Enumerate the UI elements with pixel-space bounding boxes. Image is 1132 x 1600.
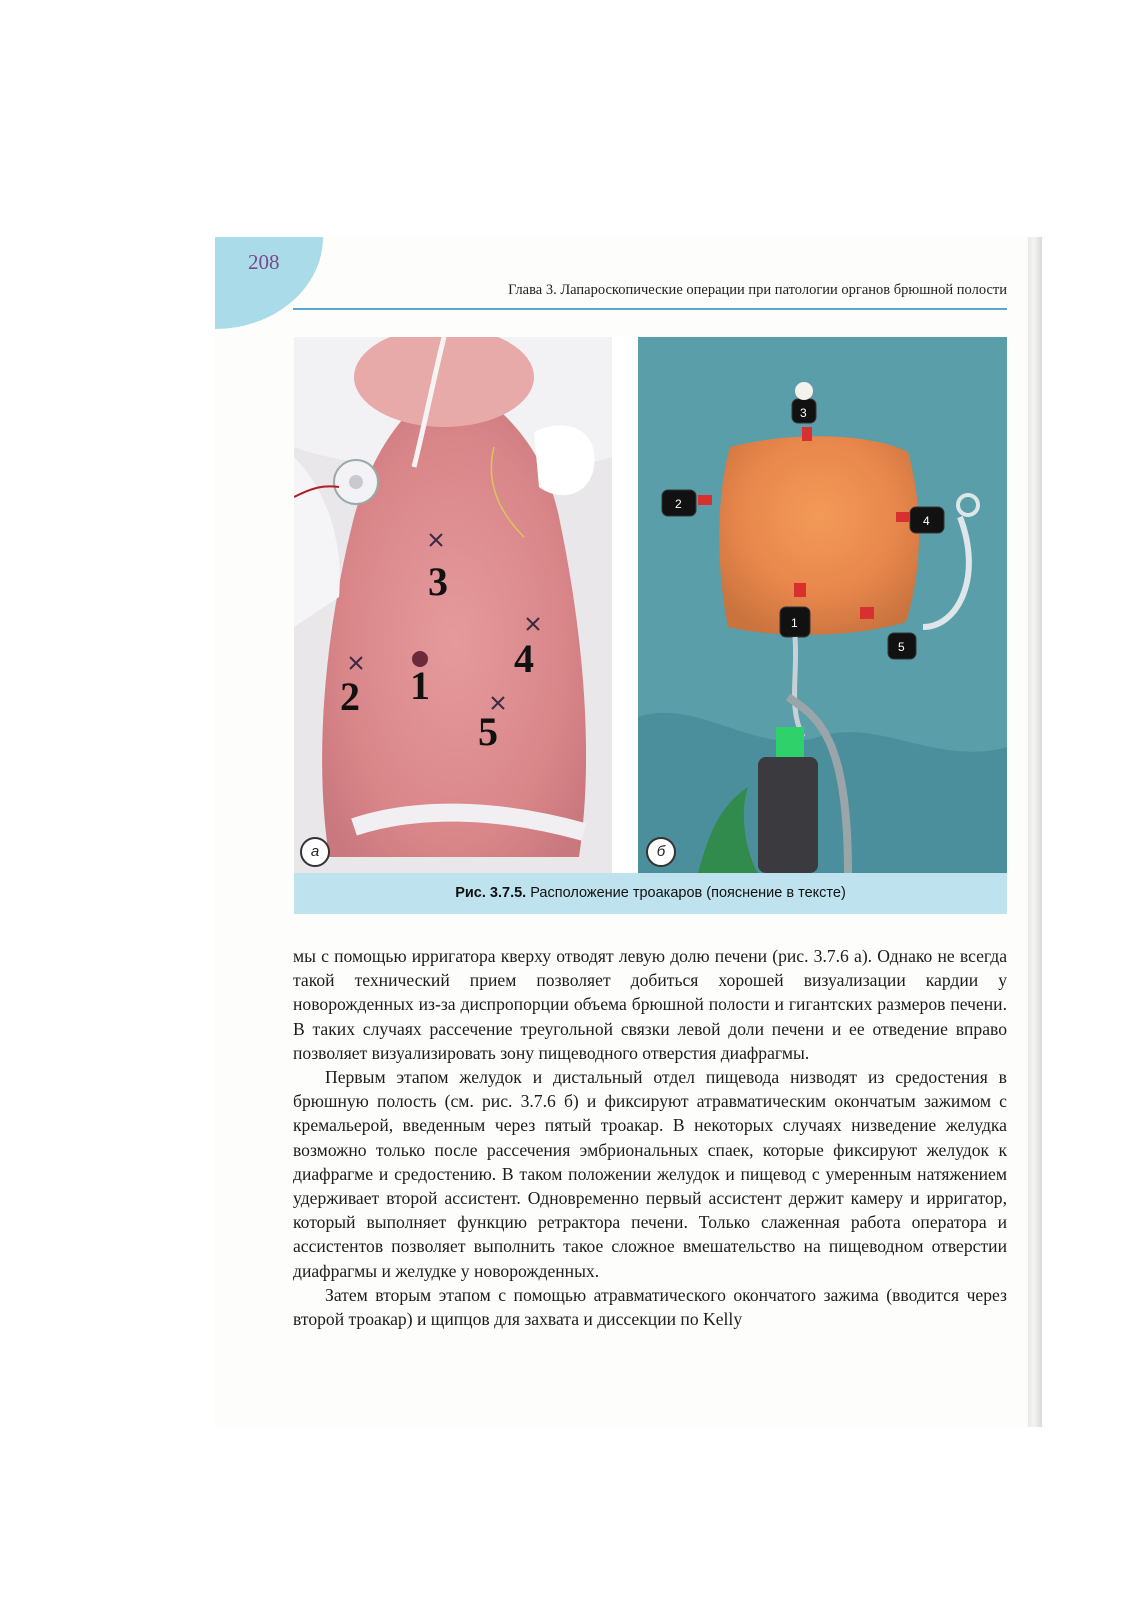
caption-label: Рис. 3.7.5. xyxy=(455,885,527,901)
page-edge xyxy=(1028,237,1042,1427)
panel-label-b: б xyxy=(646,837,676,867)
body-text xyxy=(293,944,1007,1331)
marker-4: 4 xyxy=(514,636,534,681)
page-number: 208 xyxy=(248,250,280,274)
port-5: 5 xyxy=(898,640,905,654)
panel-label-a: а xyxy=(300,837,330,867)
paragraph-1: мы с помощью ирригатора кверху отводят левую долю печени (рис. 3.7.6 а). Однако не всегда такой технический прием позволяет добиться хорошей визуализации кардии у новорожденных из-за диспропорции объема брюшной полости и гигантских размеров печени. В таких случаях рассечение треугольной связки левой доли печени и ее отведение вправо позволяет визуализировать зону пищеводного отверстия диафрагмы. xyxy=(293,946,1007,1063)
port-3: 3 xyxy=(800,406,807,420)
header-rule xyxy=(293,308,1007,310)
photo-trocar-model xyxy=(638,337,1007,873)
figure xyxy=(294,337,1007,914)
paragraph-2: Первым этапом желудок и дистальный отдел пищевода низводят из средостения в брюшную полость (см. рис. 3.7.6 б) и фиксируют атравматическим окончатым зажимом с кремальерой, введенным через пятый троакар. В некоторых случаях низведение желудка возможно только после рассечения эмбриональных спаек, которые фиксируют желудок к диафрагме и средостению. В таком положении желудок и пищевод с умеренным натяжением удерживает второй ассистент. Одновременно первый ассистент держит камеру и ирригатор, который выполняет функцию ретрактора печени. Только слаженная работа оператора и ассистентов позволяет выполнить такое сложное вмешательство на пищеводном отверстии диафрагмы и желудке у новорожденных. xyxy=(293,1067,1007,1281)
port-2: 2 xyxy=(675,497,682,511)
port-4: 4 xyxy=(923,514,930,528)
marker-2: 2 xyxy=(340,674,360,719)
photo-b-illustration xyxy=(638,337,1007,873)
running-head: Глава 3. Лапароскопические операции при патологии органов брюшной полости xyxy=(508,282,1007,298)
caption-text: Расположение троакаров (пояснение в тексте) xyxy=(526,885,846,901)
marker-1: 1 xyxy=(410,663,430,708)
port-1: 1 xyxy=(791,616,798,630)
figure-caption xyxy=(294,873,1007,914)
photo-a-illustration xyxy=(294,337,612,873)
paragraph-3: Затем вторым этапом с помощью атравматического окончатого зажима (вводится через второй троакар) и щипцов для захвата и диссекции по Kelly xyxy=(293,1284,1007,1330)
marker-5: 5 xyxy=(478,709,498,754)
marker-3: 3 xyxy=(428,559,448,604)
photo-patient-abdomen xyxy=(294,337,612,873)
